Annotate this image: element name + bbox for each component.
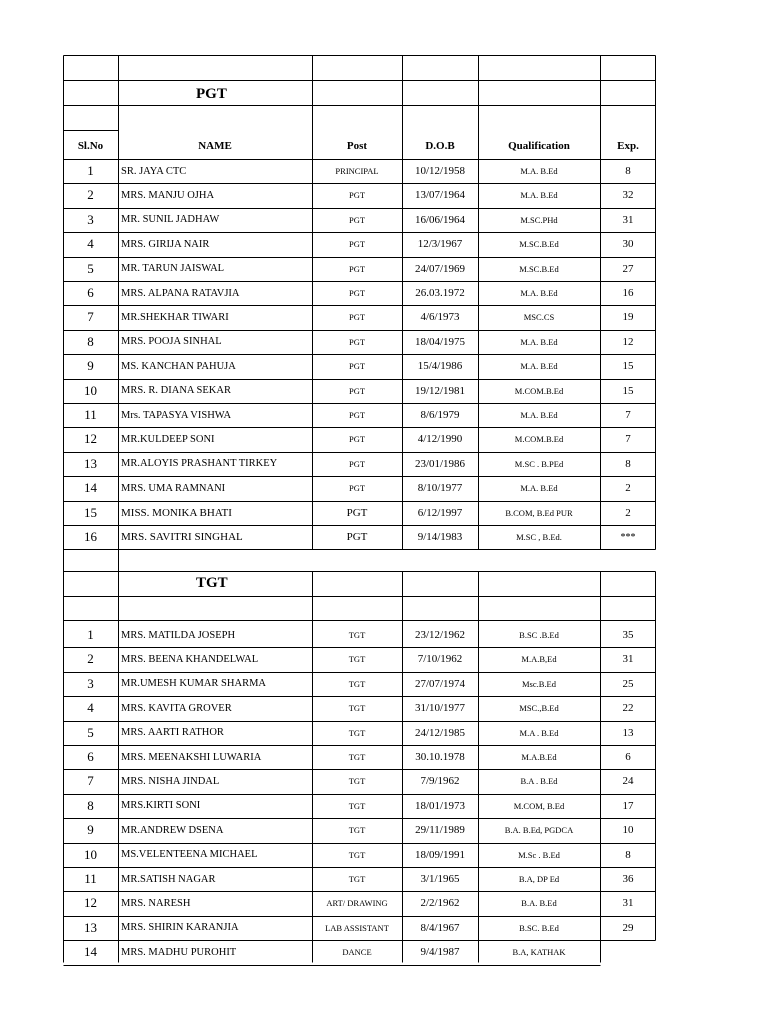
table-row	[63, 916, 656, 940]
table-row	[63, 647, 656, 671]
row-name: MRS. MADHU PUROHIT	[121, 946, 237, 958]
row-dob: 30.10.1978	[415, 751, 465, 763]
row-exp: 12	[622, 335, 634, 348]
row-name: MR. SUNIL JADHAW	[121, 214, 220, 226]
table-row	[63, 696, 656, 720]
row-qualification: B.A . B.Ed	[520, 776, 558, 787]
table-row	[63, 476, 656, 500]
tgt-title-row	[63, 571, 656, 595]
row-dob: 6/12/1997	[417, 506, 463, 519]
row-post: TGT	[348, 752, 366, 762]
row-dob: 29/11/1989	[415, 824, 465, 837]
row-post: PGT	[348, 434, 366, 445]
table-row	[63, 940, 656, 964]
table-row	[63, 183, 656, 207]
row-name: MRS. BEENA KHANDELWAL	[121, 653, 259, 665]
row-sl-no: 13	[84, 455, 97, 471]
table-row	[63, 159, 656, 183]
table-row	[63, 208, 656, 232]
row-post: TGT	[348, 678, 366, 689]
row-dob: 12/3/1967	[417, 238, 463, 251]
row-exp: 29	[622, 921, 634, 934]
row-exp: 30	[622, 238, 634, 251]
row-exp: 27	[622, 262, 634, 275]
row-post: TGT	[348, 654, 366, 665]
row-exp: 8	[625, 165, 631, 177]
row-sl-no: 3	[87, 675, 94, 691]
header-qualification: Qualification	[508, 140, 570, 152]
row-qualification: M.A. B.Ed	[520, 288, 558, 298]
table-row	[63, 452, 656, 476]
row-sl-no: 15	[84, 504, 97, 520]
row-exp	[600, 940, 656, 964]
row-qualification: B.A, DP Ed	[518, 874, 560, 884]
pgt-title-row	[63, 82, 656, 106]
row-dob: 19/12/1981	[414, 384, 466, 397]
row-post: PGT	[348, 239, 366, 250]
row-sl-no: 11	[84, 871, 97, 886]
row-post: PGT	[348, 263, 366, 274]
row-exp: 13	[622, 726, 634, 739]
row-exp: 31	[622, 897, 634, 910]
row-qualification: M.A.B,Ed	[521, 654, 557, 665]
row-qualification: B.SC .B.Ed	[519, 630, 559, 640]
row-dob: 24/12/1985	[414, 726, 466, 739]
row-exp: 32	[622, 189, 634, 202]
row-qualification: M.A. B.Ed	[520, 190, 558, 201]
row-name: MRS. MATILDA JOSEPH	[121, 629, 236, 641]
row-sl-no: 1	[87, 163, 94, 178]
row-qualification: M.A.B.Ed	[521, 752, 557, 762]
row-name: MRS. ALPANA RATAVJIA	[121, 287, 240, 299]
row-post: PGT	[348, 190, 366, 201]
row-qualification: B.A. B.Ed	[521, 898, 557, 909]
row-sl-no: 13	[84, 919, 97, 935]
row-name: MR.SHEKHAR TIWARI	[121, 311, 229, 323]
row-qualification: M.A. B.Ed	[520, 483, 558, 494]
row-dob: 18/01/1973	[414, 799, 466, 812]
row-dob: 31/10/1977	[414, 702, 466, 715]
row-post: DANCE	[342, 947, 372, 958]
row-name: MRS. GIRIJA NAIR	[121, 238, 210, 250]
table-row	[63, 794, 656, 818]
table-row	[63, 403, 656, 427]
row-name: MS. KANCHAN PAHUJA	[121, 360, 236, 372]
row-post: LAB ASSISTANT	[325, 922, 389, 933]
table-row	[63, 281, 656, 305]
row-dob: 24/07/1969	[414, 262, 466, 275]
row-name: MRS. NISHA JINDAL	[121, 775, 220, 787]
row-exp: 10	[622, 824, 634, 837]
table-header-row	[63, 134, 656, 158]
row-qualification: M.A . B.Ed	[519, 727, 559, 738]
row-sl-no: 10	[84, 846, 97, 862]
row-dob: 4/6/1973	[420, 311, 460, 324]
table-row	[63, 257, 656, 281]
row-qualification: M.A. B.Ed	[520, 336, 558, 347]
row-name: MRS. POOJA SINHAL	[121, 336, 222, 348]
row-name: SR. JAYA CTC	[121, 165, 187, 177]
row-dob: 8/4/1967	[420, 921, 460, 934]
table-row	[63, 379, 656, 403]
row-post: TGT	[348, 727, 366, 738]
row-name: MRS. AARTI RATHOR	[121, 727, 224, 739]
row-qualification: M.COM.B.Ed	[514, 434, 564, 445]
row-exp: 19	[622, 311, 634, 324]
row-sl-no: 7	[87, 309, 94, 325]
row-qualification: MSC.CS	[523, 312, 555, 323]
row-qualification: M.A. B.Ed	[520, 361, 558, 372]
table-row	[63, 330, 656, 354]
row-exp: 2	[625, 482, 631, 495]
row-exp: 24	[622, 775, 634, 788]
row-exp: 2	[625, 506, 631, 519]
row-sl-no: 8	[87, 797, 94, 813]
row-sl-no: 8	[87, 333, 94, 349]
row-sl-no: 11	[84, 407, 97, 422]
row-exp: 31	[622, 653, 634, 666]
row-sl-no: 6	[87, 749, 94, 764]
row-post: PGT	[348, 288, 366, 298]
row-name: MRS.KIRTI SONI	[121, 800, 201, 812]
row-sl-no: 9	[87, 358, 94, 374]
row-dob: 2/2/1962	[420, 897, 460, 910]
row-qualification: Msc.B.Ed	[522, 678, 556, 689]
row-name: MRS. SAVITRI SINGHAL	[121, 531, 243, 543]
row-exp: 31	[622, 213, 634, 226]
row-exp: 36	[622, 873, 634, 885]
row-qualification: B.SC. B.Ed	[519, 922, 559, 933]
row-dob: 13/07/1964	[414, 189, 466, 202]
row-name: MR.SATISH NAGAR	[121, 873, 216, 885]
row-exp: 6	[625, 751, 631, 763]
row-name: MRS. SHIRIN KARANJIA	[121, 922, 239, 934]
row-post: PGT	[348, 385, 366, 396]
row-exp: 22	[622, 702, 634, 715]
row-exp: 15	[622, 360, 634, 373]
row-dob: 8/6/1979	[420, 409, 460, 421]
row-name: MRS. UMA RAMNANI	[121, 482, 226, 494]
row-dob: 18/04/1975	[414, 335, 466, 348]
row-sl-no: 3	[87, 211, 94, 227]
row-dob: 23/12/1962	[414, 629, 466, 641]
table-row	[63, 354, 656, 378]
row-qualification: M.Sc . B.Ed	[518, 849, 560, 860]
row-dob: 18/09/1991	[414, 848, 466, 861]
row-qualification: M.A. B.Ed	[520, 410, 558, 420]
row-dob: 9/4/1987	[420, 946, 460, 959]
table-row	[63, 501, 656, 525]
table-row	[63, 305, 656, 329]
tgt-section-title: TGT	[196, 574, 228, 591]
row-dob: 7/9/1962	[420, 775, 460, 788]
row-qualification: M.A. B.Ed	[520, 166, 558, 176]
row-sl-no: 9	[87, 822, 94, 838]
table-row	[63, 818, 656, 842]
row-name: MRS. NARESH	[121, 897, 191, 909]
row-post: ART/ DRAWING	[326, 898, 388, 909]
row-sl-no: 2	[87, 651, 94, 667]
row-post: TGT	[348, 630, 366, 640]
row-post: TGT	[348, 703, 366, 714]
row-sl-no: 12	[84, 431, 97, 447]
row-sl-no: 4	[87, 700, 94, 716]
row-exp: 15	[622, 384, 634, 397]
row-post: PGT	[348, 361, 366, 372]
row-name: MR. TARUN JAISWAL	[121, 263, 225, 275]
row-exp: 17	[622, 799, 634, 812]
row-qualification: M.SC . B.PEd	[514, 458, 564, 469]
row-post: PGT	[348, 214, 366, 225]
row-post: TGT	[348, 776, 366, 787]
row-qualification: B.A. B.Ed, PGDCA	[504, 825, 574, 836]
row-name: MISS. MONIKA BHATI	[121, 506, 232, 519]
row-dob: 7/10/1962	[417, 653, 463, 666]
header-post: Post	[346, 140, 368, 152]
row-name: MRS. MEENAKSHI LUWARIA	[121, 751, 262, 763]
header-exp: Exp.	[617, 140, 639, 152]
row-exp: 25	[622, 677, 634, 690]
row-qualification: M.COM.B.Ed	[514, 385, 564, 396]
row-post: PGT	[346, 531, 368, 543]
row-post: PGT	[348, 483, 366, 494]
row-post: TGT	[348, 825, 366, 836]
table-row	[63, 891, 656, 915]
row-exp: 7	[625, 433, 631, 446]
row-sl-no: 1	[87, 627, 94, 642]
row-name: MRS. R. DIANA SEKAR	[121, 385, 231, 397]
row-exp: 8	[625, 848, 631, 861]
table-row	[63, 623, 656, 647]
row-sl-no: 16	[84, 529, 97, 544]
row-post: PGT	[346, 506, 368, 519]
row-dob: 8/10/1977	[417, 482, 463, 495]
row-sl-no: 2	[87, 187, 94, 203]
row-name: MR.ALOYIS PRASHANT TIRKEY	[121, 458, 278, 470]
row-sl-no: 14	[84, 480, 97, 496]
row-dob: 26.03.1972	[415, 287, 465, 299]
row-post: TGT	[348, 874, 366, 884]
row-post: TGT	[348, 849, 366, 860]
header-name: NAME	[198, 140, 232, 152]
row-post: PGT	[348, 410, 366, 420]
table-row	[63, 721, 656, 745]
row-dob: 15/4/1986	[417, 360, 463, 373]
pgt-section-title: PGT	[196, 85, 227, 102]
table-row	[63, 672, 656, 696]
row-sl-no: 10	[84, 382, 97, 398]
row-exp: 35	[622, 629, 634, 641]
header-sl-no: Sl.No	[77, 140, 104, 152]
table-row	[63, 867, 656, 891]
row-post: PGT	[348, 336, 366, 347]
table-row	[63, 843, 656, 867]
table-row	[63, 232, 656, 256]
row-sl-no: 7	[87, 773, 94, 789]
row-qualification: M.COM, B.Ed	[513, 800, 565, 811]
row-exp: 7	[625, 409, 631, 421]
table-row	[63, 525, 656, 549]
row-name: MRS. MANJU OJHA	[121, 189, 215, 201]
row-name: MR.ANDREW DSENA	[121, 824, 224, 836]
row-exp: ***	[620, 531, 636, 543]
row-qualification: M.SC.B.Ed	[519, 239, 559, 250]
row-sl-no: 4	[87, 236, 94, 252]
row-dob: 27/07/1974	[414, 677, 466, 690]
row-exp: 8	[625, 457, 631, 470]
row-name: MRS. KAVITA GROVER	[121, 702, 232, 714]
row-name: MR.KULDEEP SONI	[121, 433, 215, 445]
table-row	[63, 427, 656, 451]
row-sl-no: 14	[84, 944, 97, 960]
table-row	[63, 745, 656, 769]
row-name: MS.VELENTEENA MICHAEL	[121, 849, 258, 861]
row-exp: 16	[622, 287, 634, 299]
table-row	[63, 769, 656, 793]
row-dob: 16/06/1964	[414, 213, 466, 226]
row-post: PGT	[348, 458, 366, 469]
row-sl-no: 5	[87, 724, 94, 740]
row-post: PGT	[348, 312, 366, 323]
row-dob: 3/1/1965	[420, 873, 460, 885]
row-sl-no: 6	[87, 285, 94, 300]
row-dob: 4/12/1990	[417, 433, 463, 446]
row-qualification: M.SC.PHd	[520, 214, 558, 225]
row-name: MR.UMESH KUMAR SHARMA	[121, 678, 266, 690]
row-qualification: B.COM, B.Ed PUR	[505, 507, 573, 518]
row-post: PRINCIPAL	[335, 166, 379, 176]
row-qualification: MSC.,B.Ed	[519, 703, 559, 714]
row-dob: 9/14/1983	[417, 531, 463, 543]
row-sl-no: 5	[87, 260, 94, 276]
row-dob: 10/12/1958	[414, 165, 466, 177]
row-qualification: B.A, KATHAK	[512, 947, 566, 958]
row-qualification: M.SC , B.Ed.	[516, 532, 562, 542]
row-qualification: M.SC.B.Ed	[519, 263, 559, 274]
row-sl-no: 12	[84, 895, 97, 911]
row-dob: 23/01/1986	[414, 457, 466, 470]
header-dob: D.O.B	[425, 140, 455, 152]
row-name: Mrs. TAPASYA VISHWA	[121, 409, 232, 421]
row-post: TGT	[348, 800, 366, 811]
